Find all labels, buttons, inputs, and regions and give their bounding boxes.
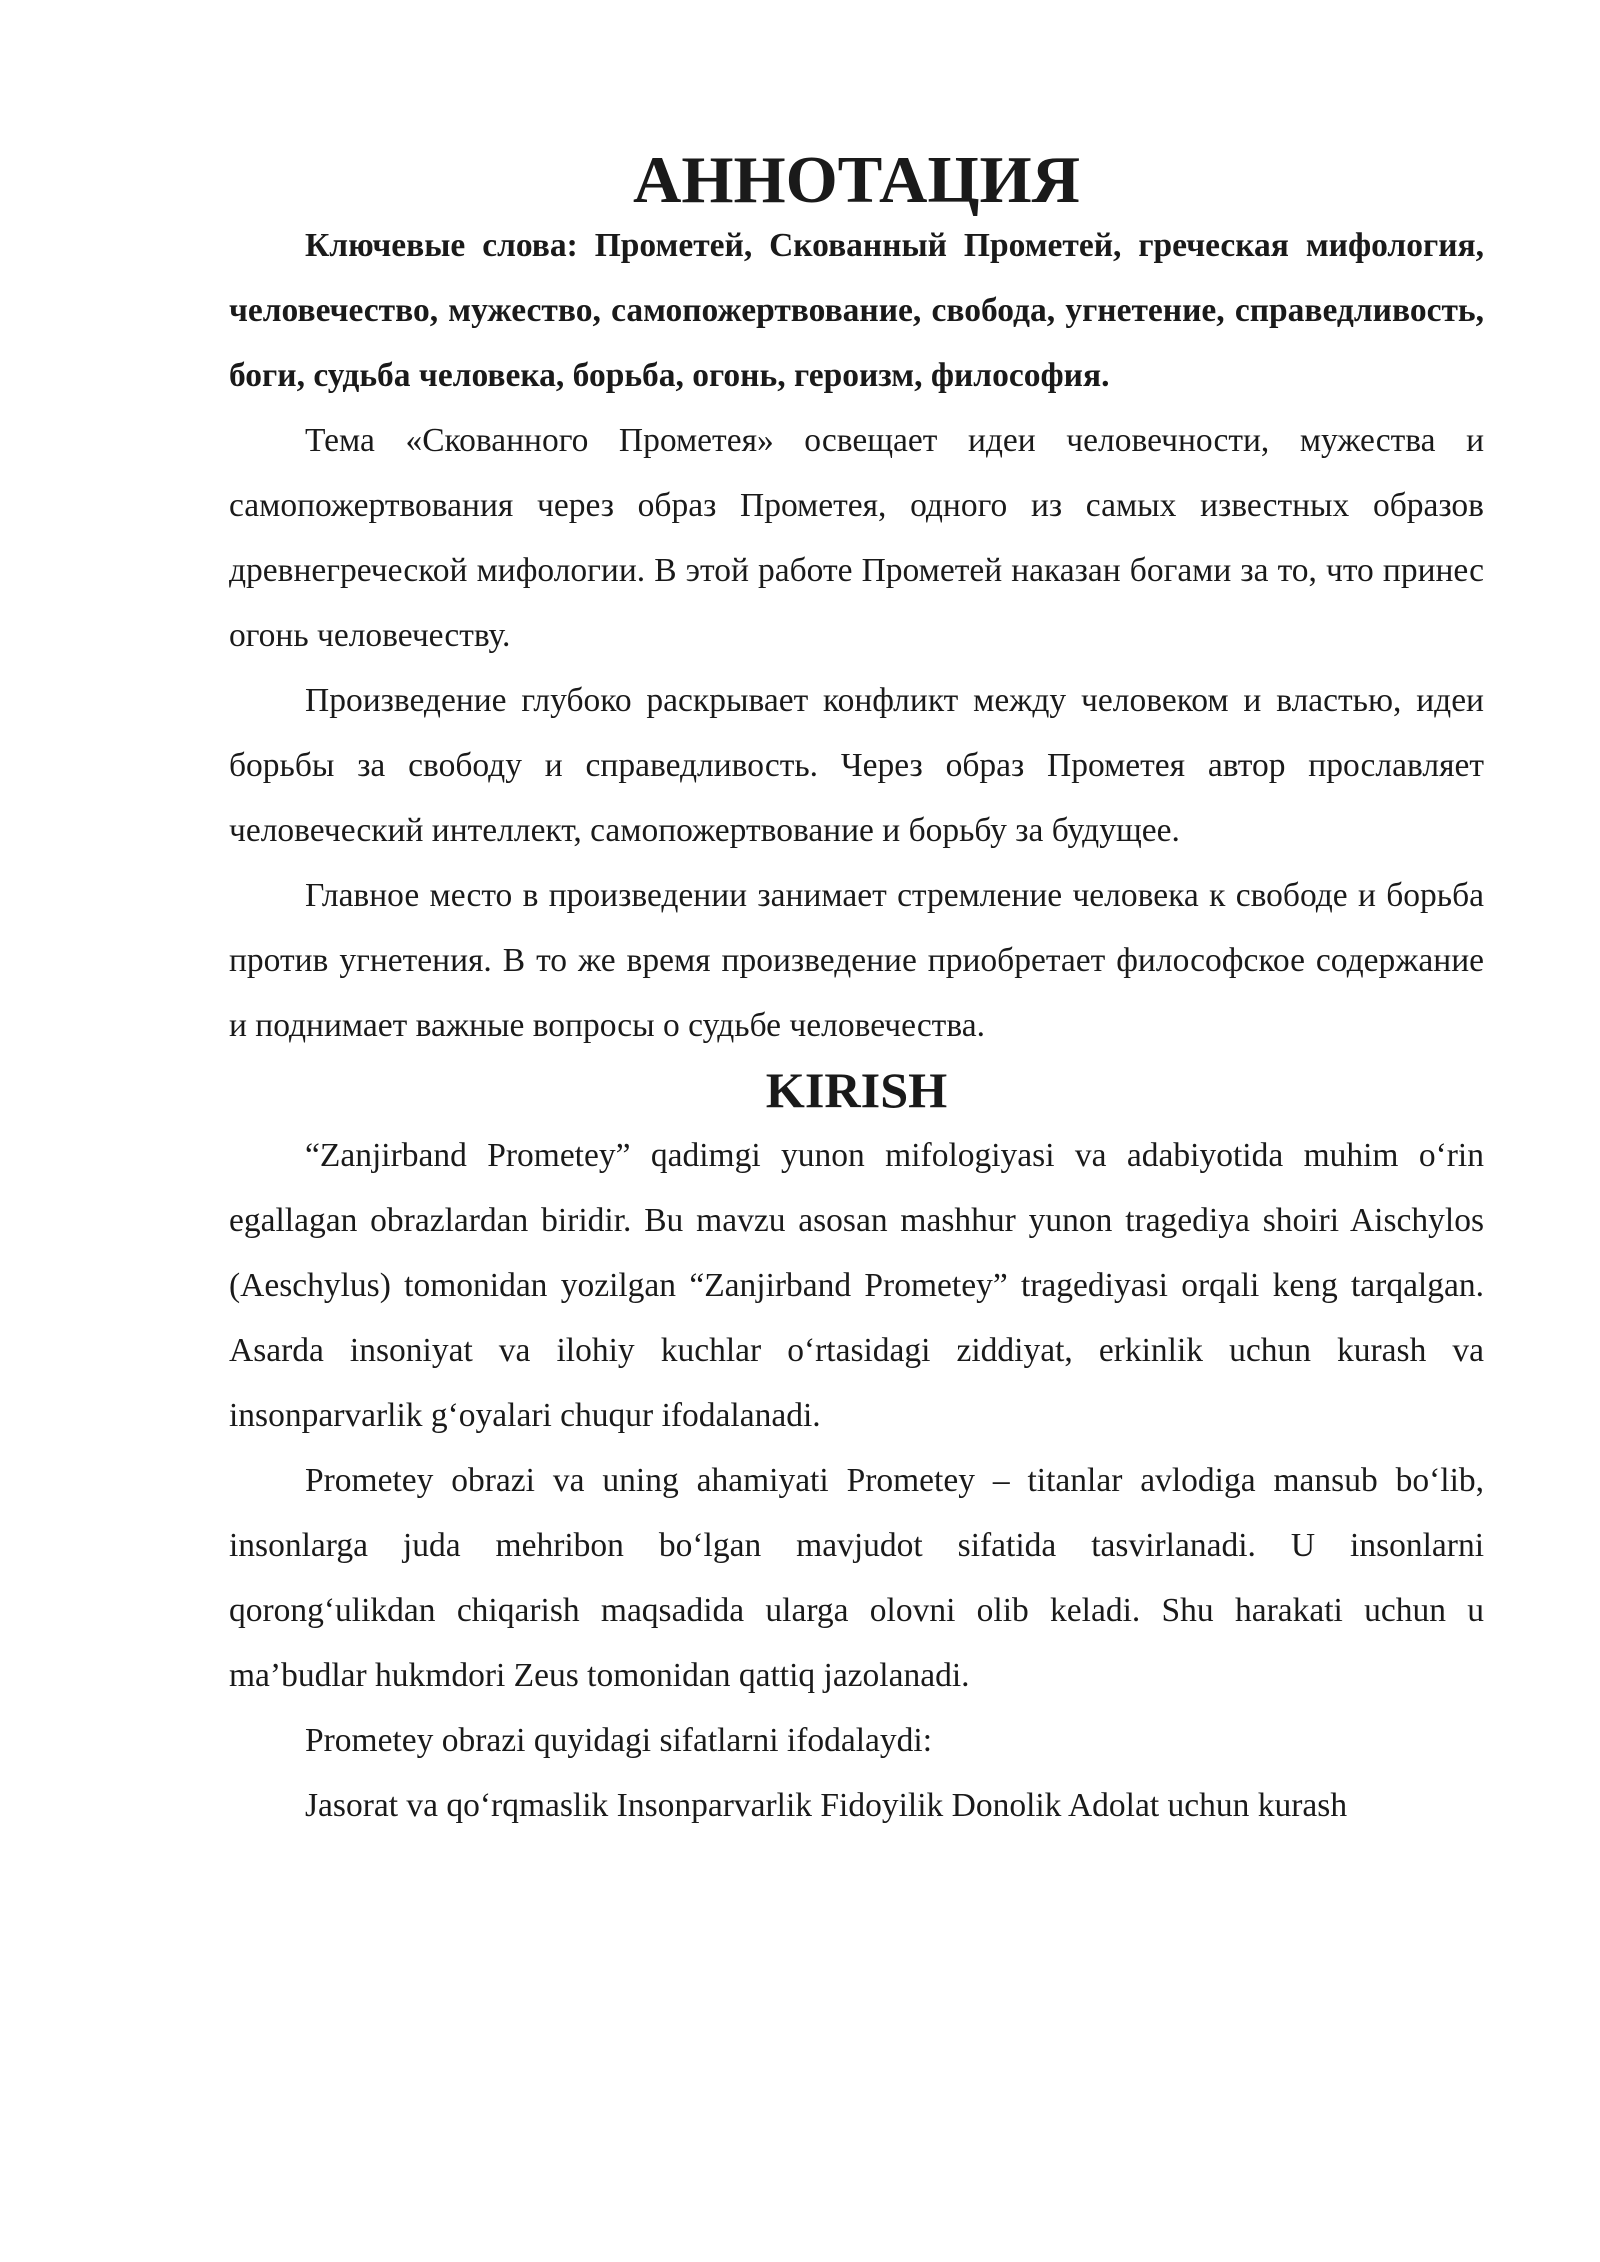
introduction-title: KIRISH xyxy=(765,1062,948,1118)
introduction-paragraph-2: Prometey obrazi va uning ahamiyati Prometey – titanlar avlodiga mansub bo‘lib, insonlarga juda mehribon bo‘lgan mavjudot sifatida tasvirlanadi. U insonlarni qorong‘ulikdan chiqarish maqsadida ularga olovni olib keladi. Shu harakati uchun u ma’budlar hukmdori Zeus tomonidan qattiq jazolanadi. xyxy=(229,1462,1484,1694)
annotation-paragraph-1: Тема «Скованного Прометея» освещает идеи человечности, мужества и самопожертвования через образ Прометея, одного из самых известных образов древнегреческой мифологии. В этой работе Прометей наказан богами за то, что принес огонь человечеству. xyxy=(229,422,1484,654)
keywords-paragraph: Ключевые слова: Прометей, Скованный Прометей, греческая мифология, человечество, мужество, самопожертвование, свобода, угнетение, справедливость, боги, судьба человека, борьба, огонь, героизм, философия. xyxy=(229,227,1484,394)
annotation-paragraph-3: Главное место в произведении занимает стремление человека к свободе и борьба против угнетения. В то же время произведение приобретает философское содержание и поднимает важные вопросы о судьбе человечества. xyxy=(229,877,1484,1044)
annotation-title: АННОТАЦИЯ xyxy=(632,143,1081,217)
document-page xyxy=(229,143,1484,1838)
introduction-paragraph-1: “Zanjirband Prometey” qadimgi yunon mifologiyasi va adabiyotida muhim o‘rin egallagan obrazlardan biridir. Bu mavzu asosan mashhur yunon tragediya shoiri Aischylos (Aeschylus) tomonidan yozilgan “Zanjirband Prometey” tragediyasi orqali keng tarqalgan. Asarda insoniyat va ilohiy kuchlar o‘rtasidagi ziddiyat, erkinlik uchun kurash va insonparvarlik g‘oyalari chuqur ifodalanadi. xyxy=(229,1137,1484,1434)
annotation-paragraph-2: Произведение глубоко раскрывает конфликт между человеком и властью, идеи борьбы за свободу и справедливость. Через образ Прометея автор прославляет человеческий интеллект, самопожертвование и борьбу за будущее. xyxy=(229,682,1484,849)
introduction-paragraph-4: Jasorat va qo‘rqmaslik Insonparvarlik Fidoyilik Donolik Adolat uchun kurash xyxy=(305,1787,1348,1824)
introduction-paragraph-3: Prometey obrazi quyidagi sifatlarni ifodalaydi: xyxy=(305,1722,933,1759)
